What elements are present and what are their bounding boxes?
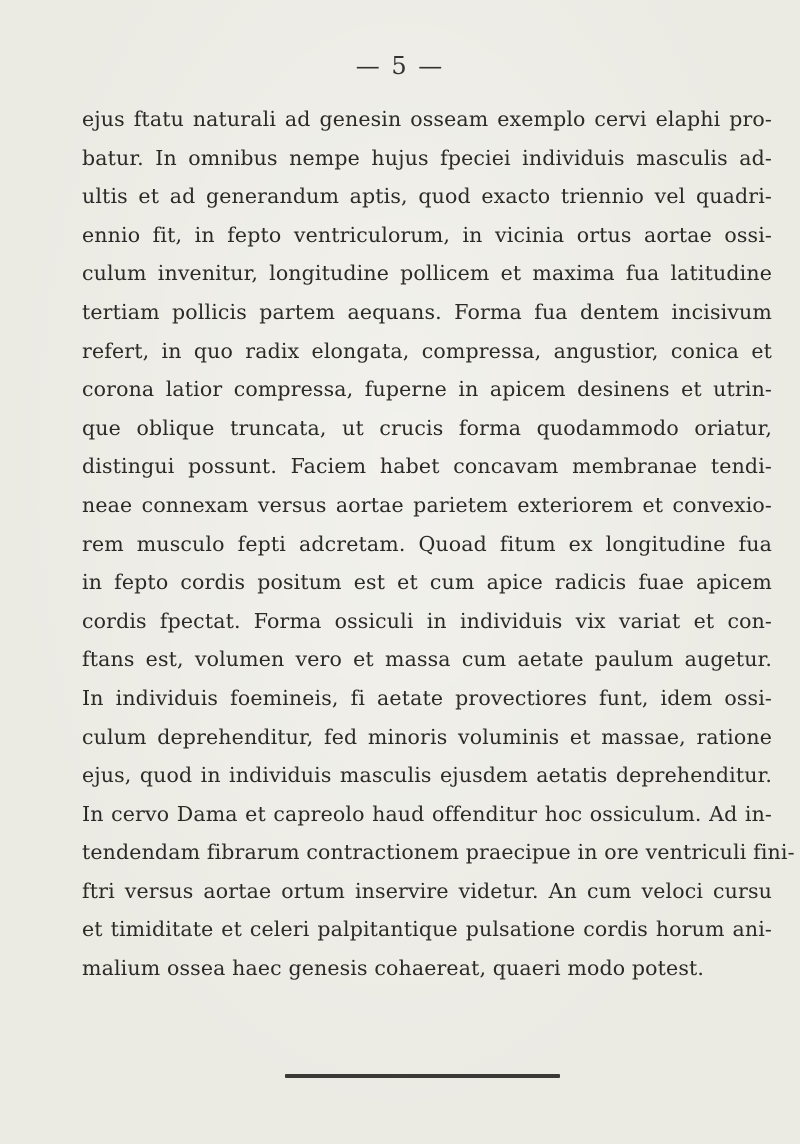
text-line: tendendam fibrarum contractionem praecipue in ore ventriculi fini-	[82, 840, 795, 865]
text-line: culum deprehenditur, fed minoris voluminis et massae, ratione	[82, 724, 772, 749]
text-line: batur. In omnibus nempe hujus fpeciei individuis masculis ad-	[82, 145, 772, 170]
text-line: rem musculo fepti adcretam. Quoad fitum ex longitudine fua	[82, 531, 772, 556]
body-text	[82, 100, 795, 988]
text-line: In cervo Dama et capreolo haud offenditur hoc ossiculum. Ad in-	[82, 801, 772, 826]
text-line: ftans est, volumen vero et massa cum aetate paulum augetur.	[82, 647, 772, 672]
text-line: In individuis foemineis, fi aetate provectiores funt, idem ossi-	[82, 685, 772, 710]
text-line: et timiditate et celeri palpitantique pulsatione cordis horum ani-	[82, 917, 772, 942]
text-line: que oblique truncata, ut crucis forma quodammodo oriatur,	[82, 415, 772, 440]
text-line: malium ossea haec genesis cohaereat, quaeri modo potest.	[82, 956, 705, 981]
text-line: ftri versus aortae ortum inservire videtur. An cum veloci cursu	[82, 878, 772, 903]
text-line: ennio fit, in fepto ventriculorum, in vicinia ortus aortae ossi-	[82, 222, 772, 247]
page-number: — 5 —	[355, 52, 445, 80]
text-line: culum invenitur, longitudine pollicem et maxima fua latitudine	[82, 261, 772, 286]
text-line: ultis et ad generandum aptis, quod exacto triennio vel quadri-	[82, 184, 772, 209]
text-line: distingui possunt. Faciem habet concavam membranae tendi-	[82, 454, 772, 479]
text-line: in fepto cordis positum est et cum apice radicis fuae apicem	[82, 570, 772, 595]
section-divider-rule	[285, 1074, 560, 1078]
text-line: tertiam pollicis partem aequans. Forma fua dentem incisivum	[82, 299, 772, 324]
text-line: refert, in quo radix elongata, compressa, angustior, conica et	[82, 338, 772, 363]
text-line: ejus, quod in individuis masculis ejusdem aetatis deprehenditur.	[82, 763, 772, 788]
text-line: neae connexam versus aortae parietem exteriorem et convexio-	[82, 492, 772, 517]
text-line: cordis fpectat. Forma ossiculi in individuis vix variat et con-	[82, 608, 772, 633]
text-line: corona latior compressa, fuperne in apicem desinens et utrin-	[82, 377, 772, 402]
text-line: ejus ftatu naturali ad genesin osseam exemplo cervi elaphi pro-	[82, 107, 772, 131]
